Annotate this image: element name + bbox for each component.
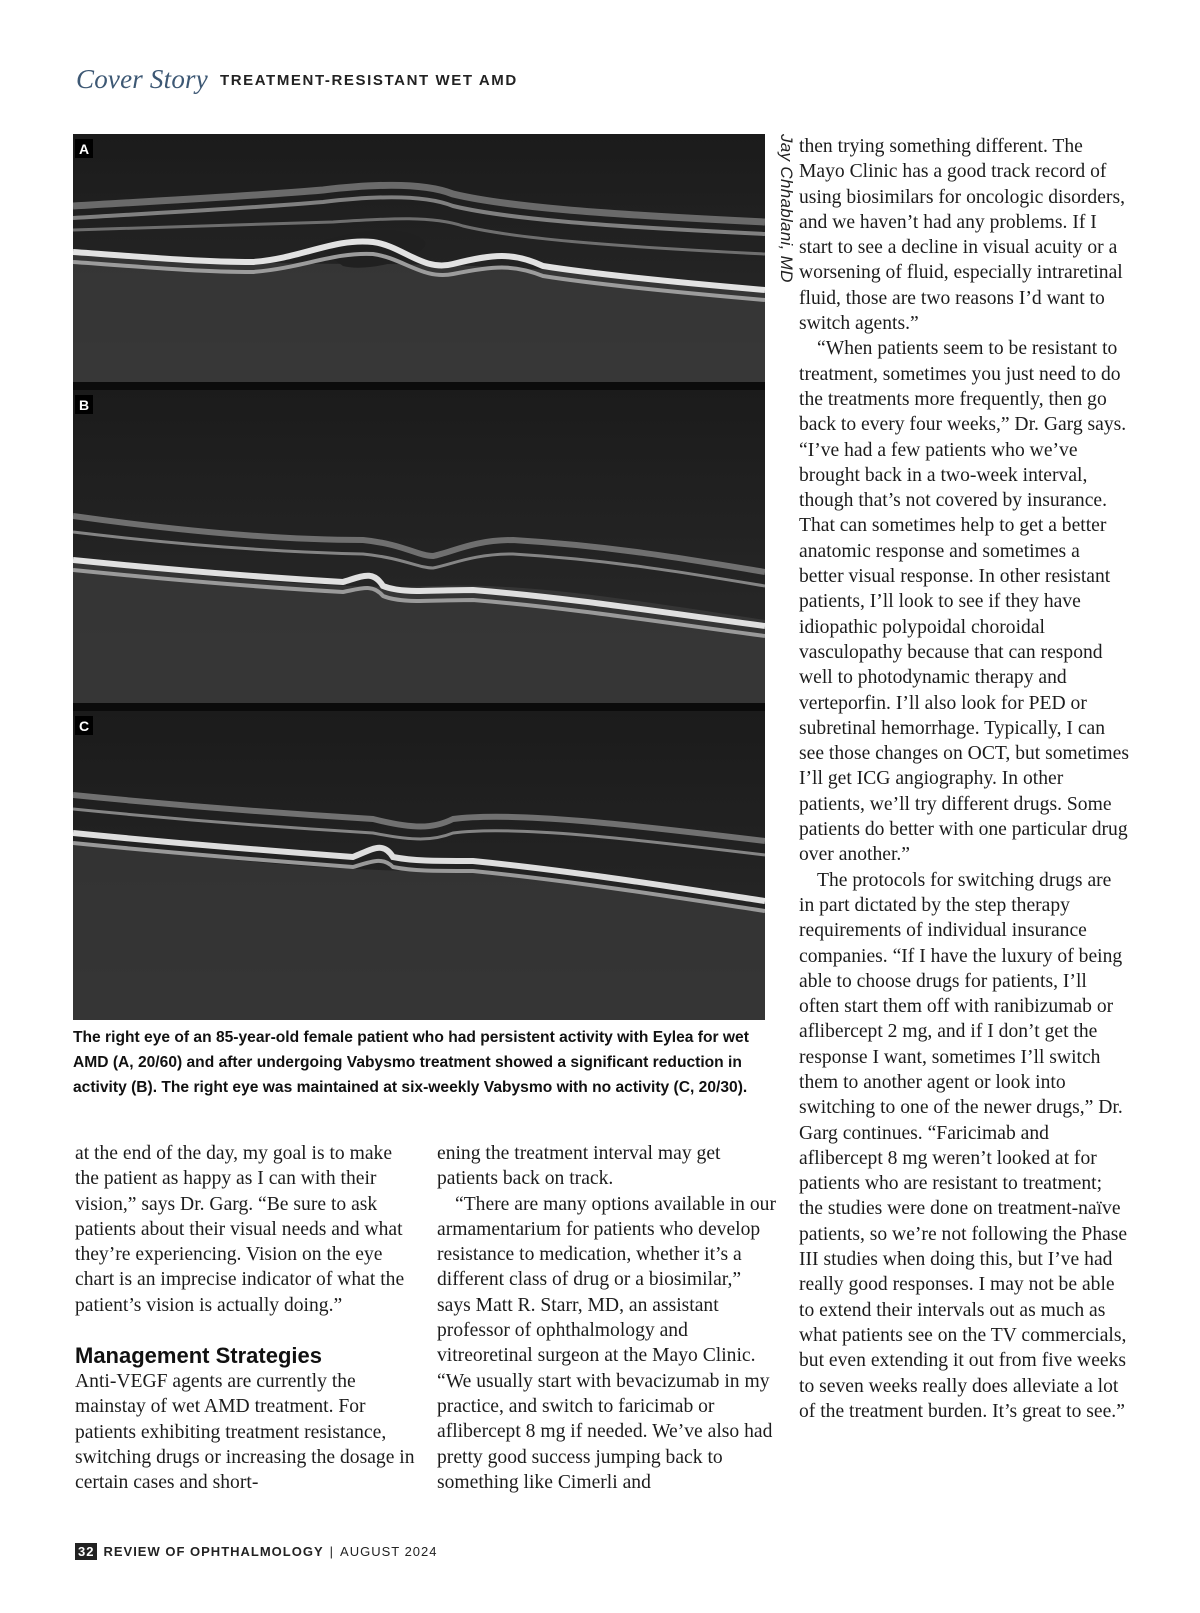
footer-separator: | — [329, 1544, 335, 1559]
magazine-name: REVIEW OF OPHTHALMOLOGY — [103, 1544, 324, 1559]
oct-scan-a — [73, 134, 765, 382]
panel-label-c: C — [75, 716, 93, 735]
photo-credit: Jay Chhablani, MD — [777, 134, 796, 283]
article-topic: TREATMENT-RESISTANT WET AMD — [219, 72, 518, 89]
running-header — [76, 64, 518, 98]
oct-image-b — [73, 390, 765, 703]
oct-scan-c — [73, 711, 765, 1020]
left-column — [75, 1141, 415, 1496]
oct-image-c — [73, 711, 765, 1020]
oct-figure — [73, 134, 765, 1020]
figure-caption: The right eye of an 85-year-old female patient who had persistent activity with Eylea for wet AMD (A, 20/60) and after undergoing Vabysmo treatment showed a significant reduction in activity (B). The right eye was maintained at six-weekly Vabysmo with no activity (C, 20/30). — [73, 1029, 749, 1096]
paragraph: Anti-VEGF agents are currently the mainstay of wet AMD treatment. For patients exhibiting treatment resistance, switching drugs or increasing the dosage in certain cases and short- — [75, 1371, 415, 1494]
page-footer — [75, 1544, 438, 1559]
middle-column — [437, 1141, 777, 1495]
paragraph: ening the treatment interval may get patients back on track. — [437, 1143, 721, 1190]
paragraph: “When patients seem to be resistant to treatment, sometimes you just need to do the treatments more frequently, then go back to every four weeks,” Dr. Garg says. “I’ve had a few patients who we’ve brought back in a two-week interval, though that’s not covered by insurance. That can sometimes help to get a better anatomic response and sometimes a better visual response. In other resistant patients, I’ll look to see if they have idiopathic polypoidal choroidal vasculopathy because that can respond well to photodynamic therapy and verteporfin. I’ll also look for PED or subretinal hemorrhage. Typically, I can see those changes on OCT, but sometimes I’ll get ICG angiography. In other patients, we’ll try different drugs. Some patients do better with one particular drug over another.” — [799, 338, 1129, 866]
oct-scan-b — [73, 390, 765, 703]
oct-image-a — [73, 134, 765, 382]
paragraph: “There are many options available in our armamentarium for patients who develop resistance to medication, whether it’s a different class of drug or a biosimilar,” says Matt R. Starr, MD, an assistant professor of ophthalmology and vitreoretinal surgeon at the Mayo Clinic. “We usually start with bevacizumab in my practice, and switch to faricimab or aflibercept 8 mg if needed. We’ve also had pretty good success jumping back to something like Cimerli and — [437, 1193, 776, 1493]
panel-label-a: A — [75, 139, 93, 158]
paragraph: then trying something different. The Mayo Clinic has a good track record of using biosimilars for oncologic disorders, and we haven’t had any problems. If I start to see a decline in visual acuity or a worsening of fluid, especially intraretinal fluid, those are two reasons I’d want to switch agents.” — [799, 136, 1125, 335]
paragraph: The protocols for switching drugs are in part dictated by the step therapy requirements of individual insurance companies. “If I have the luxury of being able to choose drugs for patients, I’ll often start them off with ranibizumab or aflibercept 2 mg, and if I don’t get the response I want, sometimes I’ll switch them to another agent or look into switching to one of the newer drugs,” Dr. Garg continues. “Faricimab and aflibercept 8 mg weren’t looked at for patients who are resistant to treatment; the studies were done on treatment-naïve patients, so we’re not following the Phase III studies when doing this, but I’ve had really good responses. I may not be able to extend their intervals out as much as what patients see on the TV commercials, but even extending it out from five weeks to seven weeks really does alleviate a lot of the treatment burden. It’s great to see.” — [799, 869, 1128, 1422]
panel-label-b: B — [75, 395, 93, 414]
page-number: 32 — [75, 1543, 97, 1560]
issue-date: AUGUST 2024 — [340, 1544, 438, 1559]
section-label: Cover Story — [76, 64, 208, 94]
right-column — [799, 134, 1129, 1424]
paragraph: at the end of the day, my goal is to make the patient as happy as I can with their vision,” says Dr. Garg. “Be sure to ask patients about their visual needs and what they’re experiencing. Vision on the eye chart is an imprecise indicator of what the patient’s vision is actually doing.” — [75, 1143, 405, 1316]
section-heading: Management Strategies — [75, 1343, 322, 1369]
